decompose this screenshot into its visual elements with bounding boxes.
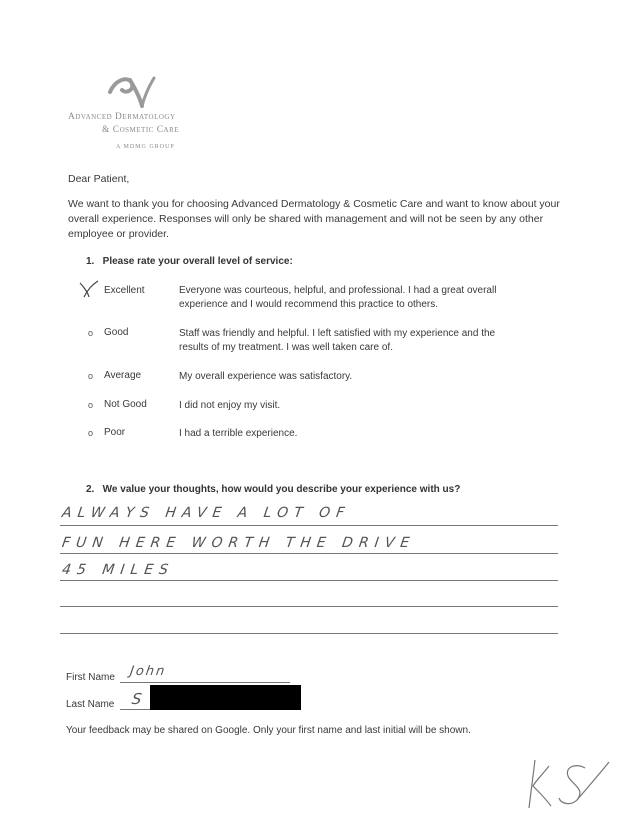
answer-line-3 (60, 580, 558, 581)
option-average-label[interactable]: Average (104, 370, 142, 381)
question-1-title: 1. Please rate your overall level of service: (86, 256, 293, 267)
intro-paragraph: We want to thank you for choosing Advanced Dermatology & Cosmetic Care and want to know about your overall experience. Responses will only be shared with management and will not be seen by any other employee or provider. (68, 198, 560, 240)
option-poor-desc: I had a terrible experience. (179, 428, 298, 439)
option-poor-radio[interactable]: o (88, 428, 94, 438)
option-excellent-desc: Everyone was courteous, helpful, and professional. I had a great overall experience and I would recommend this practice to others. (179, 285, 497, 310)
option-average-desc: My overall experience was satisfactory. (179, 371, 353, 382)
first-name-value[interactable]: John (128, 664, 168, 679)
logo-mark-icon (102, 72, 162, 110)
last-name-label: Last Name (66, 699, 115, 710)
checkmark-icon (78, 279, 100, 299)
answer-line-1-text[interactable]: ALWAYS HAVE A LOT OF (60, 505, 352, 521)
option-not-good-label[interactable]: Not Good (104, 399, 147, 410)
last-name-value[interactable]: S (130, 690, 149, 708)
answer-line-5 (60, 633, 558, 634)
option-good-desc: Staff was friendly and helpful. I left satisfied with my experience and the results of my treatment. I was well taken care of. (179, 328, 496, 353)
first-name-line (120, 682, 290, 683)
google-sharing-note: Your feedback may be shared on Google. Only your first name and last initial will be shown. (66, 725, 471, 736)
option-average-radio[interactable]: o (88, 371, 94, 381)
answer-line-1 (60, 525, 558, 526)
initials-signature (525, 752, 615, 818)
option-not-good-desc: I did not enjoy my visit. (179, 400, 281, 411)
logo-line1: Advanced Dermatology (68, 112, 176, 122)
greeting: Dear Patient, (68, 173, 130, 185)
logo-line3: A MDMG GROUP (116, 144, 175, 150)
first-name-label: First Name (66, 672, 115, 683)
answer-line-4 (60, 606, 558, 607)
logo (68, 72, 198, 162)
question-2-title: 2. We value your thoughts, how would you describe your experience with us? (86, 484, 461, 495)
answer-line-2-text[interactable]: FUN HERE WORTH THE DRIVE (60, 535, 417, 551)
option-good-radio[interactable]: o (88, 328, 94, 338)
answer-line-2 (60, 553, 558, 554)
logo-line2: & Cosmetic Care (102, 125, 180, 135)
option-good-label[interactable]: Good (104, 327, 129, 338)
redaction-box (150, 685, 301, 710)
answer-line-3-text[interactable]: 45 MILES (60, 562, 176, 578)
option-not-good-radio[interactable]: o (88, 400, 94, 410)
option-poor-label[interactable]: Poor (104, 427, 126, 438)
option-excellent-label[interactable]: Excellent (104, 285, 145, 296)
